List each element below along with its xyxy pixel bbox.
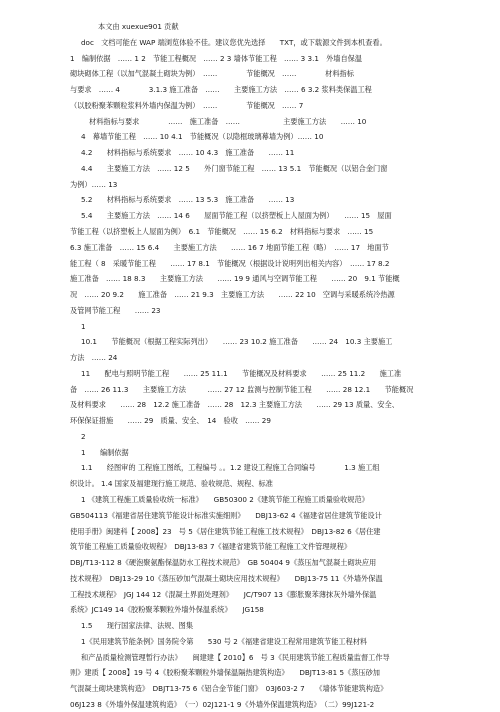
toc-line: 环保保证措施 …… 29 质量、安全、 14 验收 …… 29 — [70, 416, 271, 426]
toc-line: 能工程（ 8 采暖节能工程 …… 17 8.1 节能概况（根据设计说明列出相关内容） …… 17 8.2 — [70, 258, 390, 268]
body-line: 则》建质【 2008】19 号 4《胶粉聚苯颗粒外墙保温隔热建筑构造》 DBJT13-81 5《蒸压砂加 — [70, 668, 380, 678]
toc-line: 为例）…… 13 — [70, 179, 118, 189]
toc-line: 5.4 主要施工方法 …… 14 6 屋面节能工程（以挤塑板上人屋面为例） …… 15 屋面 — [81, 211, 392, 221]
body-line: 技术规程》 DBJ13-29 10《蒸压砂加气混凝土砌块应用技术规程》 DBJ13-75 11《外墙外保温 — [70, 573, 383, 583]
toc-line: 况 …… 20 9.2 施工准备 …… 21 9.3 主要施工方法 …… 22 10 空调与采暖系统冷热源 — [70, 290, 395, 300]
toc-line: 10.1 节能概况（根据工程实际列出） …… 23 10.2 施工准备 …… 24 10.3 主要施工 — [81, 337, 393, 347]
toc-line: 材料指标与要求 …… 施工准备 …… 主要施工方法 …… 10 — [89, 116, 367, 126]
page-number: 1 — [81, 321, 86, 331]
doc-line-contributor: 本文由 xuexue901 贡献 — [98, 22, 179, 31]
body-line: 气混凝土砌块建筑构造》 DBJT13-75 6《铝合金节能门窗》 03J603-2 7 《墙体节能建筑构造》 — [70, 684, 388, 694]
body-line: DBJ/T13-112 8《硬泡聚氨酯保温防水工程技术规范》 GB 50404 9《蒸压加气混凝土砌块应用 — [70, 558, 377, 568]
body-line: 系统》JC149 14《胶粉聚苯颗粒外墙外保温系统》 JG158 — [70, 605, 264, 615]
body-line: 06J123 8《外墙外保温建筑构造》 （一）02J121-1 9《外墙外保温建筑构造》 （二）99J121-2 — [70, 700, 375, 709]
toc-line: 砌块砌体工程（以加气混凝土砌块为例） …… 节能概况 …… 材料指标 — [70, 69, 354, 79]
body-line: 筑节能工程施工质量验收规程》 DBJ13-83 7《福建省建筑节能工程施工文件管理规程》 — [70, 542, 352, 552]
body-line: 织设计。 1.4 国家及福建现行施工规范、验收规范、规程、标准 — [70, 479, 273, 489]
toc-line: 及管网节能工程 …… 23 — [70, 305, 161, 315]
doc-line-notice: doc 文档可能在 WAP 端浏览体验不佳。建议您优先选择 TXT，或下载源文件到本机查看。 — [81, 37, 387, 47]
toc-line: 方法 …… 24 — [70, 353, 118, 363]
toc-line: 6.3 施工准备 …… 15 6.4 主要施工方法 …… 16 7 地面节能工程（略） …… 17 地面节 — [70, 242, 389, 252]
body-line: 1《民用建筑节能条例》国务院令第 530 号 2《福建省建设工程常用建筑节能工程材料 — [81, 636, 368, 646]
body-line: 1.1 经图审的 工程施工图纸，工程编号 。。1.2 建设工程施工合同编号 1.3 施工组 — [81, 463, 380, 473]
toc-line: 节能工程（以挤塑板上人屋面为例） 6.1 节能概况 …… 15 6.2 材料指标与要求 …… 15 — [70, 226, 374, 236]
body-line: 和产品质量检测管理暂行办法》 闽建建【 2010】6 号 3《民用建筑节能工程质量监督工作导 — [81, 652, 390, 662]
toc-line: 5.2 材料指标与系统要求 …… 13 5.3 施工准备 …… 13 — [81, 195, 295, 205]
body-line: 1.5 现行国家法律、法规、图集 — [81, 621, 194, 631]
toc-line: （以胶粉聚苯颗粒浆料外墙内保温为例） …… 节能概况 …… 7 — [70, 100, 304, 110]
toc-line: 备 …… 26 11.3 主要施工方法 …… 27 12 监测与控制节能工程 …… 28 12.1 节能概况 — [70, 384, 414, 394]
toc-line: 及材料要求 …… 28 12.2 施工准备 …… 28 12.3 主要施工方法 …… 29 13 质量、安全、 — [70, 400, 399, 410]
body-line: GB504113《福建省居住建筑节能设计标准实施细则》 DBJ13-62 4《福建省居住建筑节能设计 — [70, 510, 382, 520]
toc-line: 施工准备 …… 18 8.3 主要施工方法 …… 19 9 通风与空调节能工程 …… 20 9.1 节能概 — [70, 274, 400, 284]
toc-line: 1 编制依据 …… 1 2 节能工程概况 …… 2 3 墙体节能工程 …… 3 3.1 外墙自保温 — [70, 53, 363, 63]
page-number: 2 — [81, 431, 86, 441]
body-line: 工程技术规程》 JGJ 144 12《混凝土界面处理剂》 JC/T907 13《膨胀聚苯薄抹灰外墙外保温 — [70, 589, 377, 599]
toc-line: 4.2 材料指标与系统要求 …… 10 4.3 施工准备 …… 11 — [81, 148, 295, 158]
body-line: 使用手册》闽建科【 2008】23 号 5《居住建筑节能工程施工技术规程》 DBJ13-82 6《居住建 — [70, 526, 381, 536]
toc-line: 与要求 …… 4 3.1.3 施工准备 …… 主要施工方法 …… 6 3.2 浆料类保温工程 — [70, 85, 372, 95]
body-line: 1 《建筑工程施工质量验收统一标准》 GB50300 2《建筑节能工程施工质量验收规范》 — [81, 495, 369, 505]
toc-line: 4 幕墙节能工程 …… 10 4.1 节能概况（以隐框玻璃幕墙为例）…… 10 — [81, 132, 324, 142]
toc-line: 11 配电与照明节能工程 …… 25 11.1 节能概况及材料要求 …… 25 11.2 施工准 — [81, 368, 402, 378]
section-heading: 1 编制依据 — [81, 447, 129, 457]
toc-line: 4.4 主要施工方法 …… 12 5 外门窗节能工程 …… 13 5.1 节能概况（以铝合金门窗 — [81, 163, 388, 173]
